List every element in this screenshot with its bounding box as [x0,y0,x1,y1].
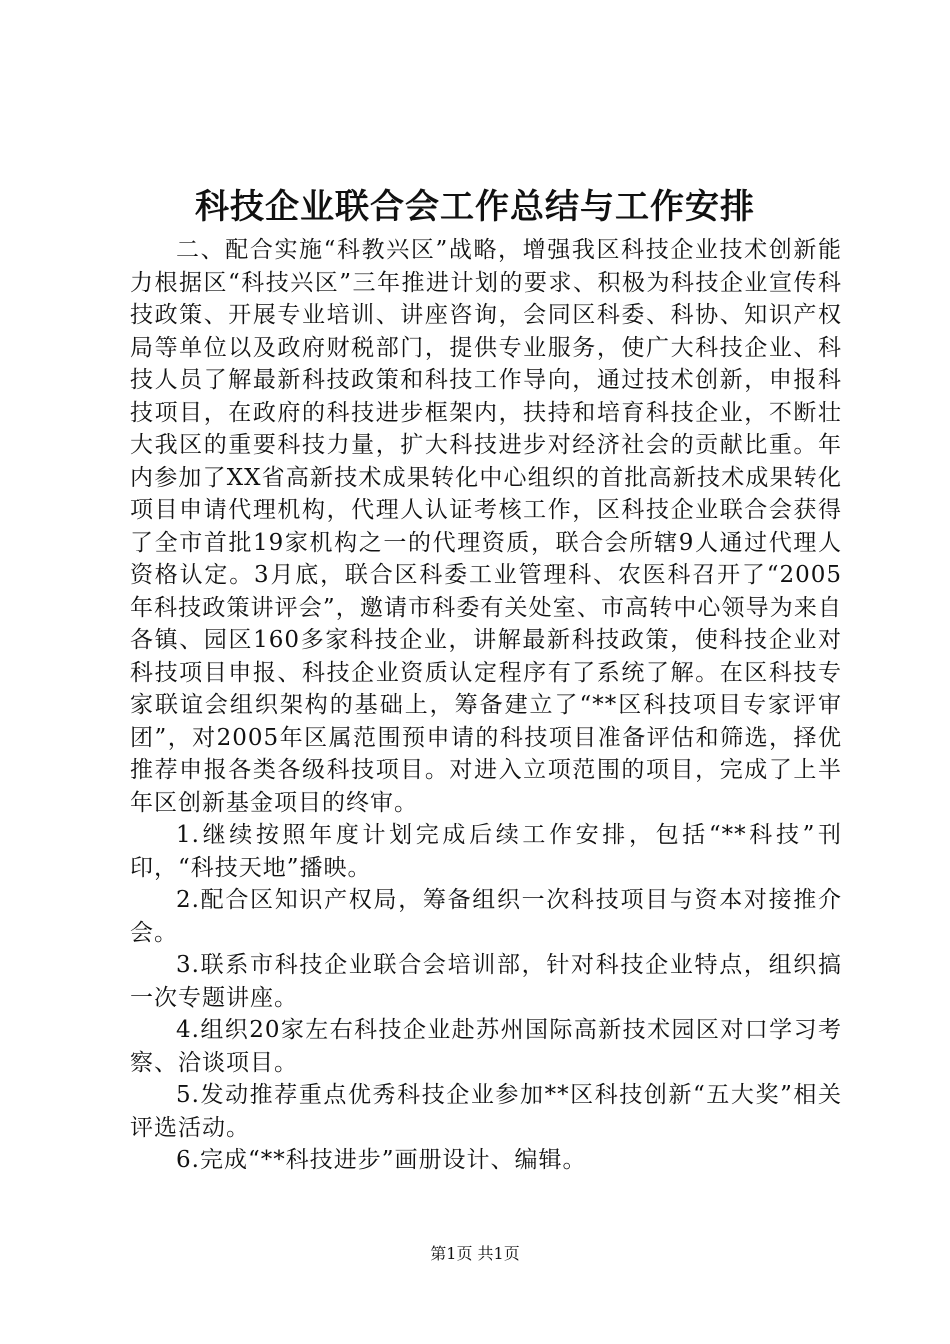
plan-item-3: 3.联系市科技企业联合会培训部，针对科技企业特点，组织搞一次专题讲座。 [130,952,842,1011]
paragraph-strategy: 二、配合实施“科教兴区”战略，增强我区科技企业技术创新能力根据区“科技兴区”三年推进计划的要求、积极为科技企业宣传科技政策、开展专业培训、讲座咨询，会同区科委、科协、知识产权局等单位以及政府财税部门，提供专业服务，使广大科技企业、科技人员了解最新科技政策和科技工作导向，通过技术创新，申报科技项目，在政府的科技进步框架内，扶持和培育科技企业，不断壮大我区的重要科技力量，扩大科技进步对经济社会的贡献比重。年内参加了XX省高新技术成果转化中心组织的首批高新技术成果转化项目申请代理机构，代理人认证考核工作，区科技企业联合会获得了全市首批19家机构之一的代理资质，联合会所辖9人通过代理人资格认定。3月底，联合区科委工业管理科、农医科召开了“2005年科技政策讲评会”，邀请市科委有关处室、市高转中心领导为来自各镇、园区160多家科技企业，讲解最新科技政策，使科技企业对科技项目申报、科技企业资质认定程序有了系统了解。在区科技专家联谊会组织架构的基础上，筹备建立了“**区科技项目专家评审团”，对2005年区属范围预申请的科技项目准备评估和筛选，择优推荐申报各类各级科技项目。对进入立项范围的项目，完成了上半年区创新基金项目的终审。 [130,237,842,816]
plan-item-2: 2.配合区知识产权局，筹备组织一次科技项目与资本对接推介会。 [130,887,842,946]
plan-item-6: 6.完成“**科技进步”画册设计、编辑。 [176,1147,587,1173]
document-title: 科技企业联合会工作总结与工作安排 [195,187,755,227]
document-body [130,234,842,1177]
page-footer: 第1页 共1页 [430,1244,520,1263]
plan-item-4: 4.组织20家左右科技企业赴苏州国际高新技术园区对口学习考察、洽谈项目。 [130,1017,842,1076]
plan-item-5: 5.发动推荐重点优秀科技企业参加**区科技创新“五大奖”相关评选活动。 [130,1082,842,1141]
plan-item-1: 1.继续按照年度计划完成后续工作安排，包括“**科技”刊印，“科技天地”播映。 [130,822,842,881]
